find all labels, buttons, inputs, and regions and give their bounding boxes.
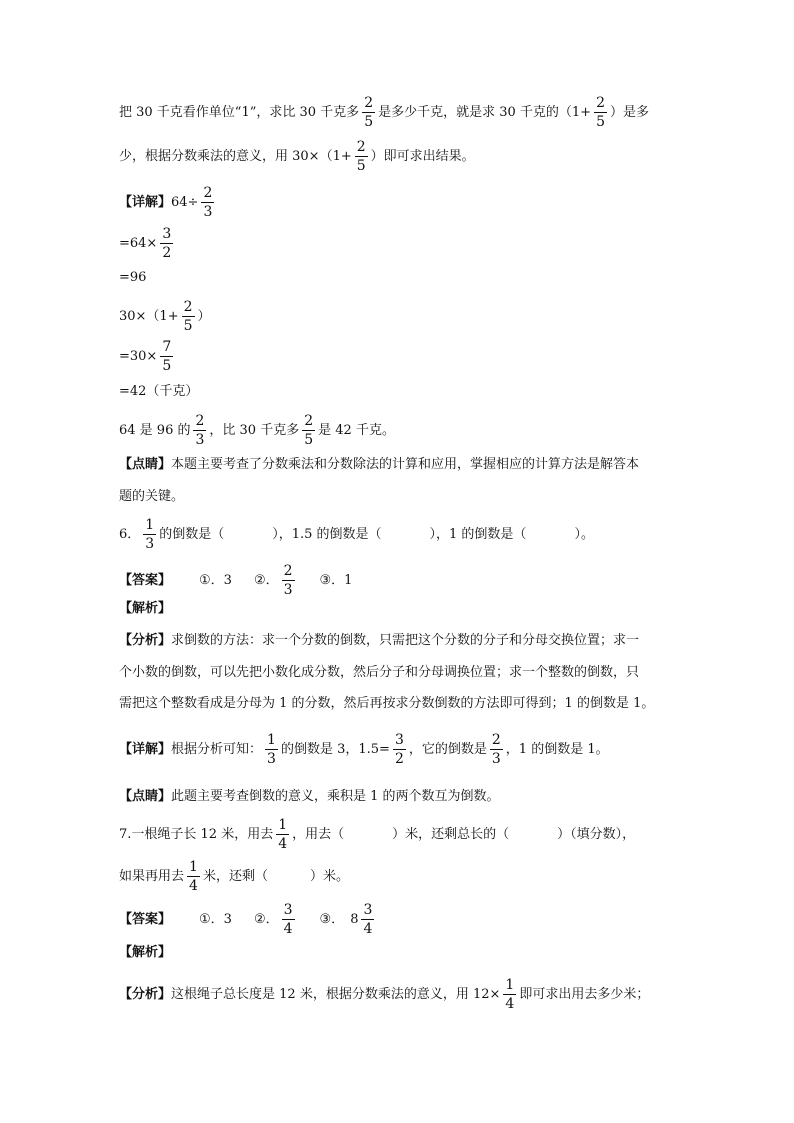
answer-label: 【答案】 <box>119 912 172 927</box>
detail-label: 【详解】 <box>119 195 172 210</box>
answer-2-label: ②． <box>253 573 279 588</box>
denominator: 5 <box>162 358 172 374</box>
question-number: 7. <box>119 827 132 842</box>
text: 如果再用去 <box>119 869 185 884</box>
text: 的倒数是（ <box>159 527 225 542</box>
numerator: 1 <box>278 817 288 833</box>
analysis-label: 【解析】 <box>119 945 172 960</box>
denominator: 5 <box>364 114 374 130</box>
analysis-heading-6 <box>119 602 171 615</box>
answer-3-label: ③． <box>319 912 345 927</box>
denominator: 3 <box>267 751 276 767</box>
detail-line-1 <box>119 186 217 219</box>
text: =96 <box>119 270 147 285</box>
q6-fenxi-line-1 <box>119 634 639 647</box>
q6-point <box>119 790 500 803</box>
fraction-three-halves <box>160 227 173 260</box>
answer-3: ③．1 <box>319 573 353 588</box>
text: ），1 的倒数是（ <box>429 527 527 542</box>
fraction-one-fourth <box>276 818 289 851</box>
detail-line-5 <box>119 340 176 373</box>
text: 求倒数的方法：求一个分数的倒数，只需把这个分数的分子和分母交换位置；求一 <box>171 633 640 648</box>
text: 个小数的倒数，可以先把小数化成分数，然后分子和分母调换位置；求一个整数的倒数，只 <box>119 665 640 680</box>
text: 本题主要考查了分数乘法和分数除法的计算和应用，掌握相应的计算方法是解答本 <box>171 457 640 472</box>
numerator: 2 <box>203 185 213 201</box>
text: 题的关键。 <box>119 489 185 504</box>
numerator: 2 <box>596 95 606 111</box>
text: ），1.5 的倒数是（ <box>272 527 382 542</box>
question-number: 6． <box>119 527 141 542</box>
denominator: 3 <box>491 751 501 767</box>
fraction-two-fifths <box>362 96 375 129</box>
answer-2-label: ②． <box>253 912 279 927</box>
denominator: 4 <box>363 921 373 937</box>
denominator: 5 <box>304 432 314 448</box>
fraction-seven-fifths <box>160 340 173 373</box>
numerator: 1 <box>505 977 515 993</box>
fraction-one-fourth <box>187 860 200 893</box>
detail-label: 【详解】 <box>119 742 172 757</box>
denominator: 4 <box>189 878 198 894</box>
fraction-one-third <box>265 733 278 766</box>
analysis-label: 【解析】 <box>119 601 172 616</box>
text: ，它的倒数是 <box>408 742 487 757</box>
denominator: 2 <box>394 751 404 767</box>
text: 一根绳子长 12 米，用去 <box>131 827 274 842</box>
text: 米，还剩（ <box>202 869 268 884</box>
denominator: 4 <box>283 921 293 937</box>
denominator: 5 <box>356 158 366 174</box>
numerator: 1 <box>267 732 276 748</box>
text: 是多少千克，就是求 30 千克的（1+ <box>378 105 592 120</box>
text: 即可求出用去多少米； <box>519 987 650 1002</box>
numerator: 2 <box>356 139 366 155</box>
q6-fenxi-line-3 <box>119 697 654 710</box>
denominator: 3 <box>195 432 205 448</box>
text: =30× <box>119 349 158 364</box>
numerator: 2 <box>183 299 193 315</box>
answer-1: ①．3 <box>199 573 232 588</box>
fenxi-label: 【分析】 <box>119 987 172 1002</box>
point-line-2 <box>119 490 184 503</box>
text: ） <box>197 309 211 324</box>
fraction-two-thirds <box>490 733 503 766</box>
text: ）（填分数）， <box>557 827 636 842</box>
denominator: 3 <box>283 582 293 598</box>
detail-line-3 <box>119 271 146 284</box>
text: 30×（1+ <box>119 309 179 324</box>
answer-label: 【答案】 <box>119 573 172 588</box>
text: 根据分析可知： <box>171 742 263 757</box>
fraction-two-fifths <box>355 140 368 173</box>
q7-fenxi-line-1 <box>119 978 649 1011</box>
text: ，1 的倒数是 1。 <box>505 742 609 757</box>
fraction-two-thirds <box>193 414 206 447</box>
analysis-line-2 <box>119 140 475 173</box>
text: 64÷ <box>171 195 199 210</box>
answer-6 <box>119 564 352 597</box>
fenxi-label: 【分析】 <box>119 633 172 648</box>
detail-line-2 <box>119 227 176 260</box>
text: 是 42 千克。 <box>318 423 395 438</box>
fraction-two-fifths <box>594 96 607 129</box>
denominator: 3 <box>203 204 213 220</box>
point-line-1 <box>119 458 639 471</box>
denominator: 5 <box>596 114 606 130</box>
text: 少，根据分数乘法的意义，用 30×（1+ <box>119 149 352 164</box>
numerator: 2 <box>195 413 205 429</box>
denominator: 4 <box>278 836 288 852</box>
text: ）。 <box>574 527 594 542</box>
fraction-two-thirds <box>201 186 214 219</box>
fraction-two-fifths <box>302 414 315 447</box>
numerator: 3 <box>283 902 293 918</box>
question-7-line-1 <box>119 818 635 851</box>
point-label: 【点睛】 <box>119 457 172 472</box>
text: =42（千克） <box>119 384 199 399</box>
text: ）米，还剩总长的（ <box>392 827 510 842</box>
question-7-line-2 <box>119 860 349 893</box>
mixed-number <box>350 903 377 936</box>
denominator: 2 <box>162 245 172 261</box>
denominator: 4 <box>505 996 515 1012</box>
detail-line-7 <box>119 414 395 447</box>
numerator: 7 <box>162 339 172 355</box>
whole: 8 <box>350 912 359 927</box>
detail-line-4 <box>119 300 211 333</box>
fraction-two-thirds <box>282 564 295 597</box>
answer-7 <box>119 903 377 936</box>
text: 64 是 96 的 <box>119 423 191 438</box>
q6-detail <box>119 733 609 766</box>
text: ，比 30 千克多 <box>209 423 300 438</box>
text: ）即可求出结果。 <box>370 149 475 164</box>
numerator: 3 <box>394 732 404 748</box>
text: ，用去（ <box>292 827 345 842</box>
fraction-one-fourth <box>503 978 516 1011</box>
numerator: 2 <box>364 95 374 111</box>
text: 需把这个整数看成是分母为 1 的分数，然后再按求分数倒数的方法即可得到；1 的倒数是 1。 <box>119 696 655 711</box>
text: ）米。 <box>309 869 349 884</box>
q6-fenxi-line-2 <box>119 666 639 679</box>
fraction-three-fourths <box>282 903 295 936</box>
text: 把 30 千克看作单位“1”，求比 30 千克多 <box>119 105 360 120</box>
question-6 <box>119 518 594 551</box>
numerator: 3 <box>162 226 172 242</box>
denominator: 3 <box>145 536 155 552</box>
numerator: 1 <box>189 859 198 875</box>
detail-line-6 <box>119 385 198 398</box>
fraction-three-fourths <box>361 903 374 936</box>
text: 这根绳子总长度是 12 米，根据分数乘法的意义，用 12× <box>171 987 501 1002</box>
numerator: 1 <box>145 517 155 533</box>
text: 的倒数是 3，1.5= <box>280 742 390 757</box>
fraction-one-third <box>143 518 156 551</box>
numerator: 2 <box>283 563 293 579</box>
fraction-three-halves <box>393 733 406 766</box>
numerator: 2 <box>491 732 501 748</box>
numerator: 3 <box>363 902 373 918</box>
analysis-line-1 <box>119 96 649 129</box>
answer-1: ①．3 <box>199 912 232 927</box>
point-label: 【点睛】 <box>119 789 172 804</box>
text: ）是多 <box>610 105 650 120</box>
analysis-heading-7 <box>119 946 171 959</box>
denominator: 5 <box>183 318 193 334</box>
text: 此题主要考查倒数的意义，乘积是 1 的两个数互为倒数。 <box>171 789 500 804</box>
numerator: 2 <box>304 413 314 429</box>
fraction-two-fifths <box>182 300 195 333</box>
text: =64× <box>119 236 158 251</box>
